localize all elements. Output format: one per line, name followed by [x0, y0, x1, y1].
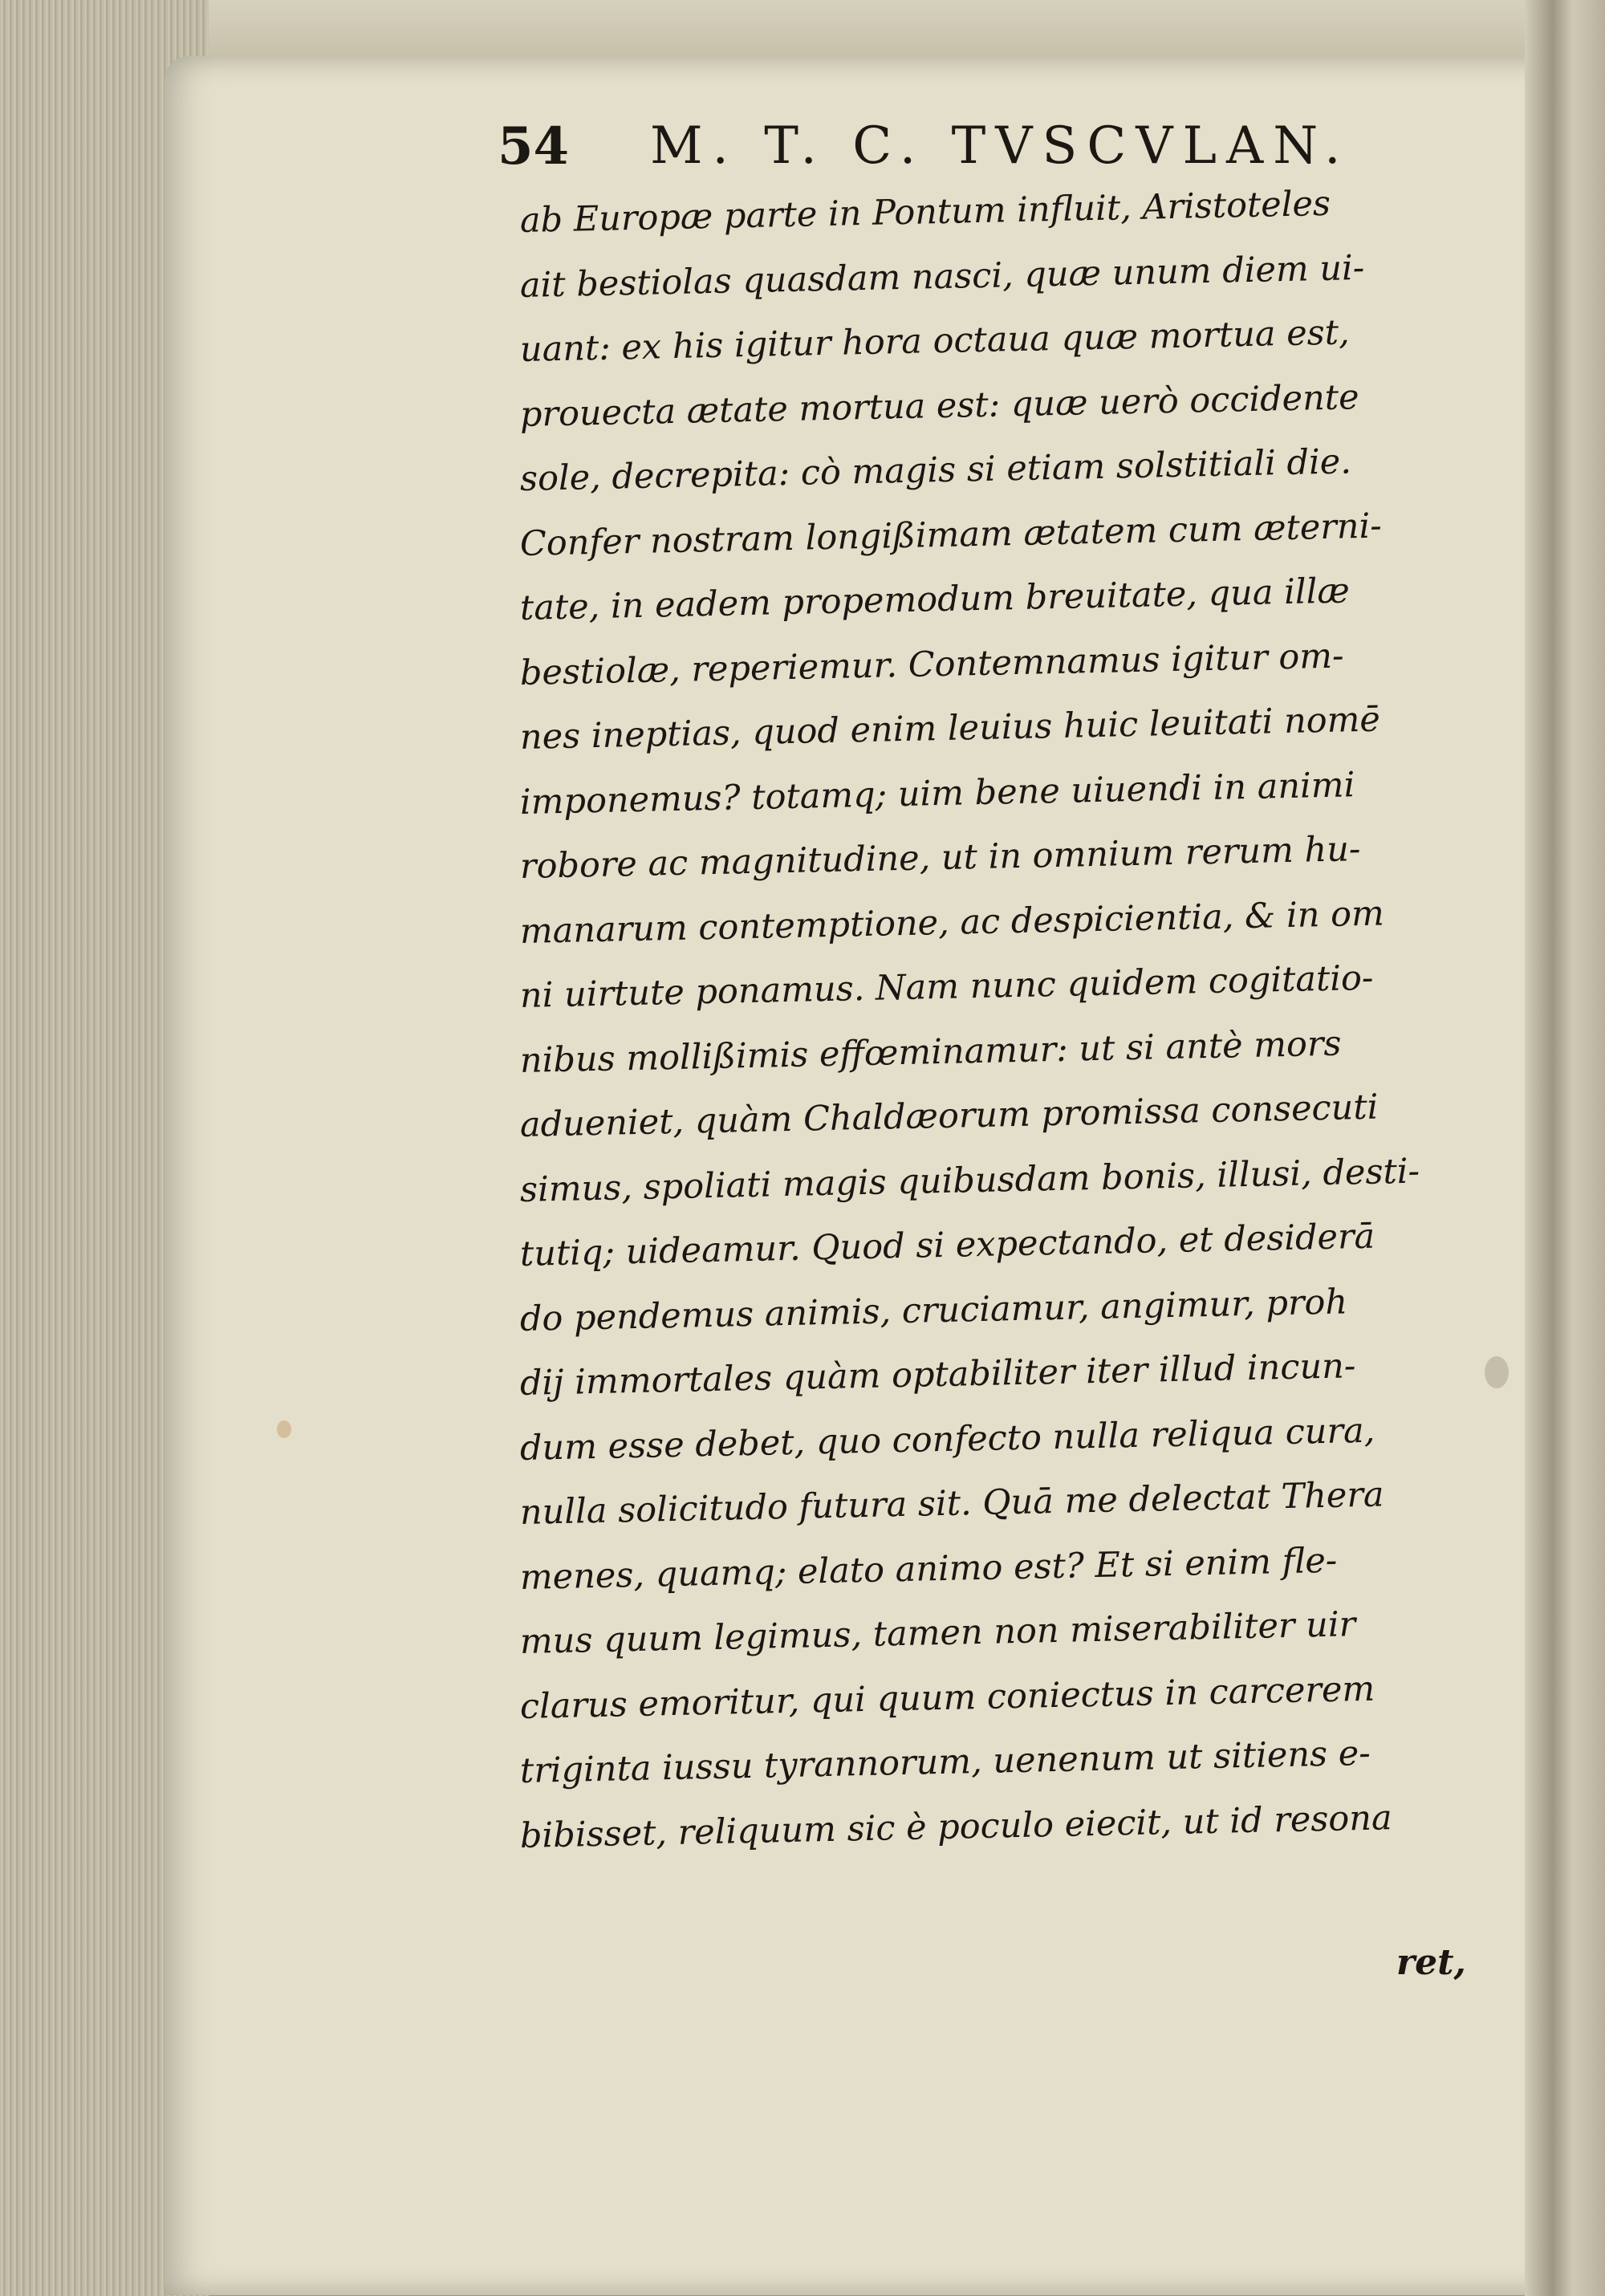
- text-line: Confer nostram longißimam ætatem cum æterni-: [519, 506, 1383, 564]
- text-line: imponemus? totamq; uim bene uiuendi in animi: [519, 764, 1355, 823]
- ink-stain: [1485, 1356, 1509, 1388]
- text-line: bibisset, reliquum sic è poculo eiecit, ut id resona: [519, 1797, 1393, 1856]
- text-line: simus, spoliati magis quibusdam bonis, illusi, desti-: [519, 1151, 1420, 1210]
- text-line: prouecta ætate mortua est: quæ uerò occidente: [519, 376, 1360, 435]
- ink-stain: [277, 1420, 291, 1438]
- text-line: ni uirtute ponamus. Nam nunc quidem cogitatio-: [519, 957, 1374, 1016]
- text-line: mus quum legimus, tamen non miserabiliter uir: [519, 1604, 1356, 1662]
- text-line: nibus mollißimis effœminamur: ut si antè mors: [519, 1023, 1342, 1081]
- text-line: nulla solicitudo futura sit. Quā me delectat Thera: [519, 1474, 1384, 1533]
- text-line: menes, quamq; elato animo est? Et si enim fle-: [519, 1540, 1338, 1598]
- text-line: robore ac magnitudine, ut in omnium rerum hu-: [519, 829, 1361, 887]
- text-line: manarum contemptione, ac despicientia, & in om: [519, 892, 1385, 952]
- text-line: ab Europæ parte in Pontum influit, Aristoteles: [519, 183, 1331, 241]
- text-line: sole, decrepita: cò magis si etiam solstitiali die.: [519, 441, 1352, 499]
- text-line: ait bestiolas quasdam nasci, quæ unum diem ui-: [519, 247, 1365, 306]
- text-line: do pendemus animis, cruciamur, angimur, proh: [519, 1281, 1348, 1339]
- text-line: dum esse debet, quo confecto nulla reliqua cura,: [519, 1410, 1375, 1469]
- text-line: uant: ex his igitur hora octaua quæ mortua est,: [519, 312, 1351, 370]
- text-line: dij immortales quàm optabiliter iter illud incun-: [519, 1346, 1356, 1404]
- text-line: bestiolæ, reperiemur. Contemnamus igitur om-: [519, 636, 1345, 693]
- text-line: tate, in eadem propemodum breuitate, qua illæ: [519, 571, 1351, 628]
- text-line: adueniet, quàm Chaldæorum promissa consecuti: [519, 1087, 1379, 1145]
- text-line: nes ineptias, quod enim leuius huic leuitati nomē: [519, 699, 1381, 758]
- book-gutter: [1525, 0, 1605, 2296]
- text-line: triginta iussu tyrannorum, uenenum ut sitiens e-: [519, 1733, 1371, 1791]
- catchword: ret,: [1396, 1942, 1466, 1983]
- page-number: 54: [498, 116, 570, 177]
- running-title: M. T. C. TVSCVLAN.: [650, 116, 1351, 176]
- text-line: tutiq; uideamur. Quod si expectando, et desiderā: [519, 1216, 1375, 1274]
- text-block: [519, 183, 1483, 1868]
- text-line: clarus emoritur, qui quum coniectus in carcerem: [519, 1668, 1375, 1727]
